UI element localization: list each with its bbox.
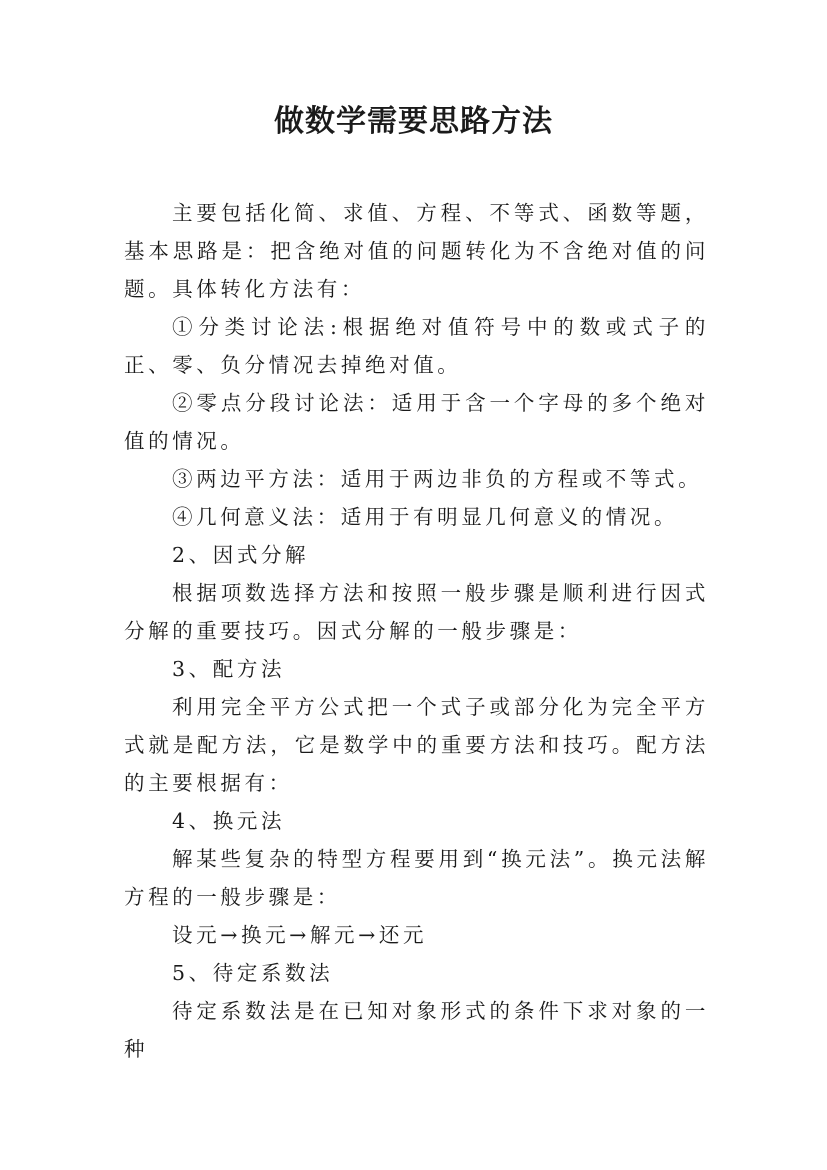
paragraph: ②零点分段讨论法：适用于含一个字母的多个绝对值的情况。 [124,391,709,453]
paragraph: 待定系数法是在已知对象形式的条件下求对象的一种 [124,999,709,1061]
paragraph: ③两边平方法：适用于两边非负的方程或不等式。 [172,467,703,491]
paragraph: 根据项数选择方法和按照一般步骤是顺利进行因式分解的重要技巧。因式分解的一般步骤是： [124,581,709,643]
section-heading: 2、因式分解 [172,543,310,567]
paragraph: 利用完全平方公式把一个式子或部分化为完全平方式就是配方法，它是数学中的重要方法和技巧。配方法的主要根据有： [124,695,709,795]
paragraph: 解某些复杂的特型方程要用到“换元法”。换元法解方程的一般步骤是： [124,847,709,909]
paragraph: ①分类讨论法:根据绝对值符号中的数或式子的正、零、负分情况去掉绝对值。 [124,315,709,377]
paragraph: 主要包括化简、求值、方程、不等式、函数等题，基本思路是：把含绝对值的问题转化为不含绝对值的问题。具体转化方法有： [124,201,709,301]
section-heading: 4、换元法 [172,809,286,833]
section-heading: 3、配方法 [172,657,286,681]
paragraph: 设元→换元→解元→还元 [172,923,428,947]
document-body [124,194,709,1068]
paragraph: ④几何意义法：适用于有明显几何意义的情况。 [172,505,679,529]
section-heading: 5、待定系数法 [172,961,334,985]
document-title: 做数学需要思路方法 [274,104,553,139]
